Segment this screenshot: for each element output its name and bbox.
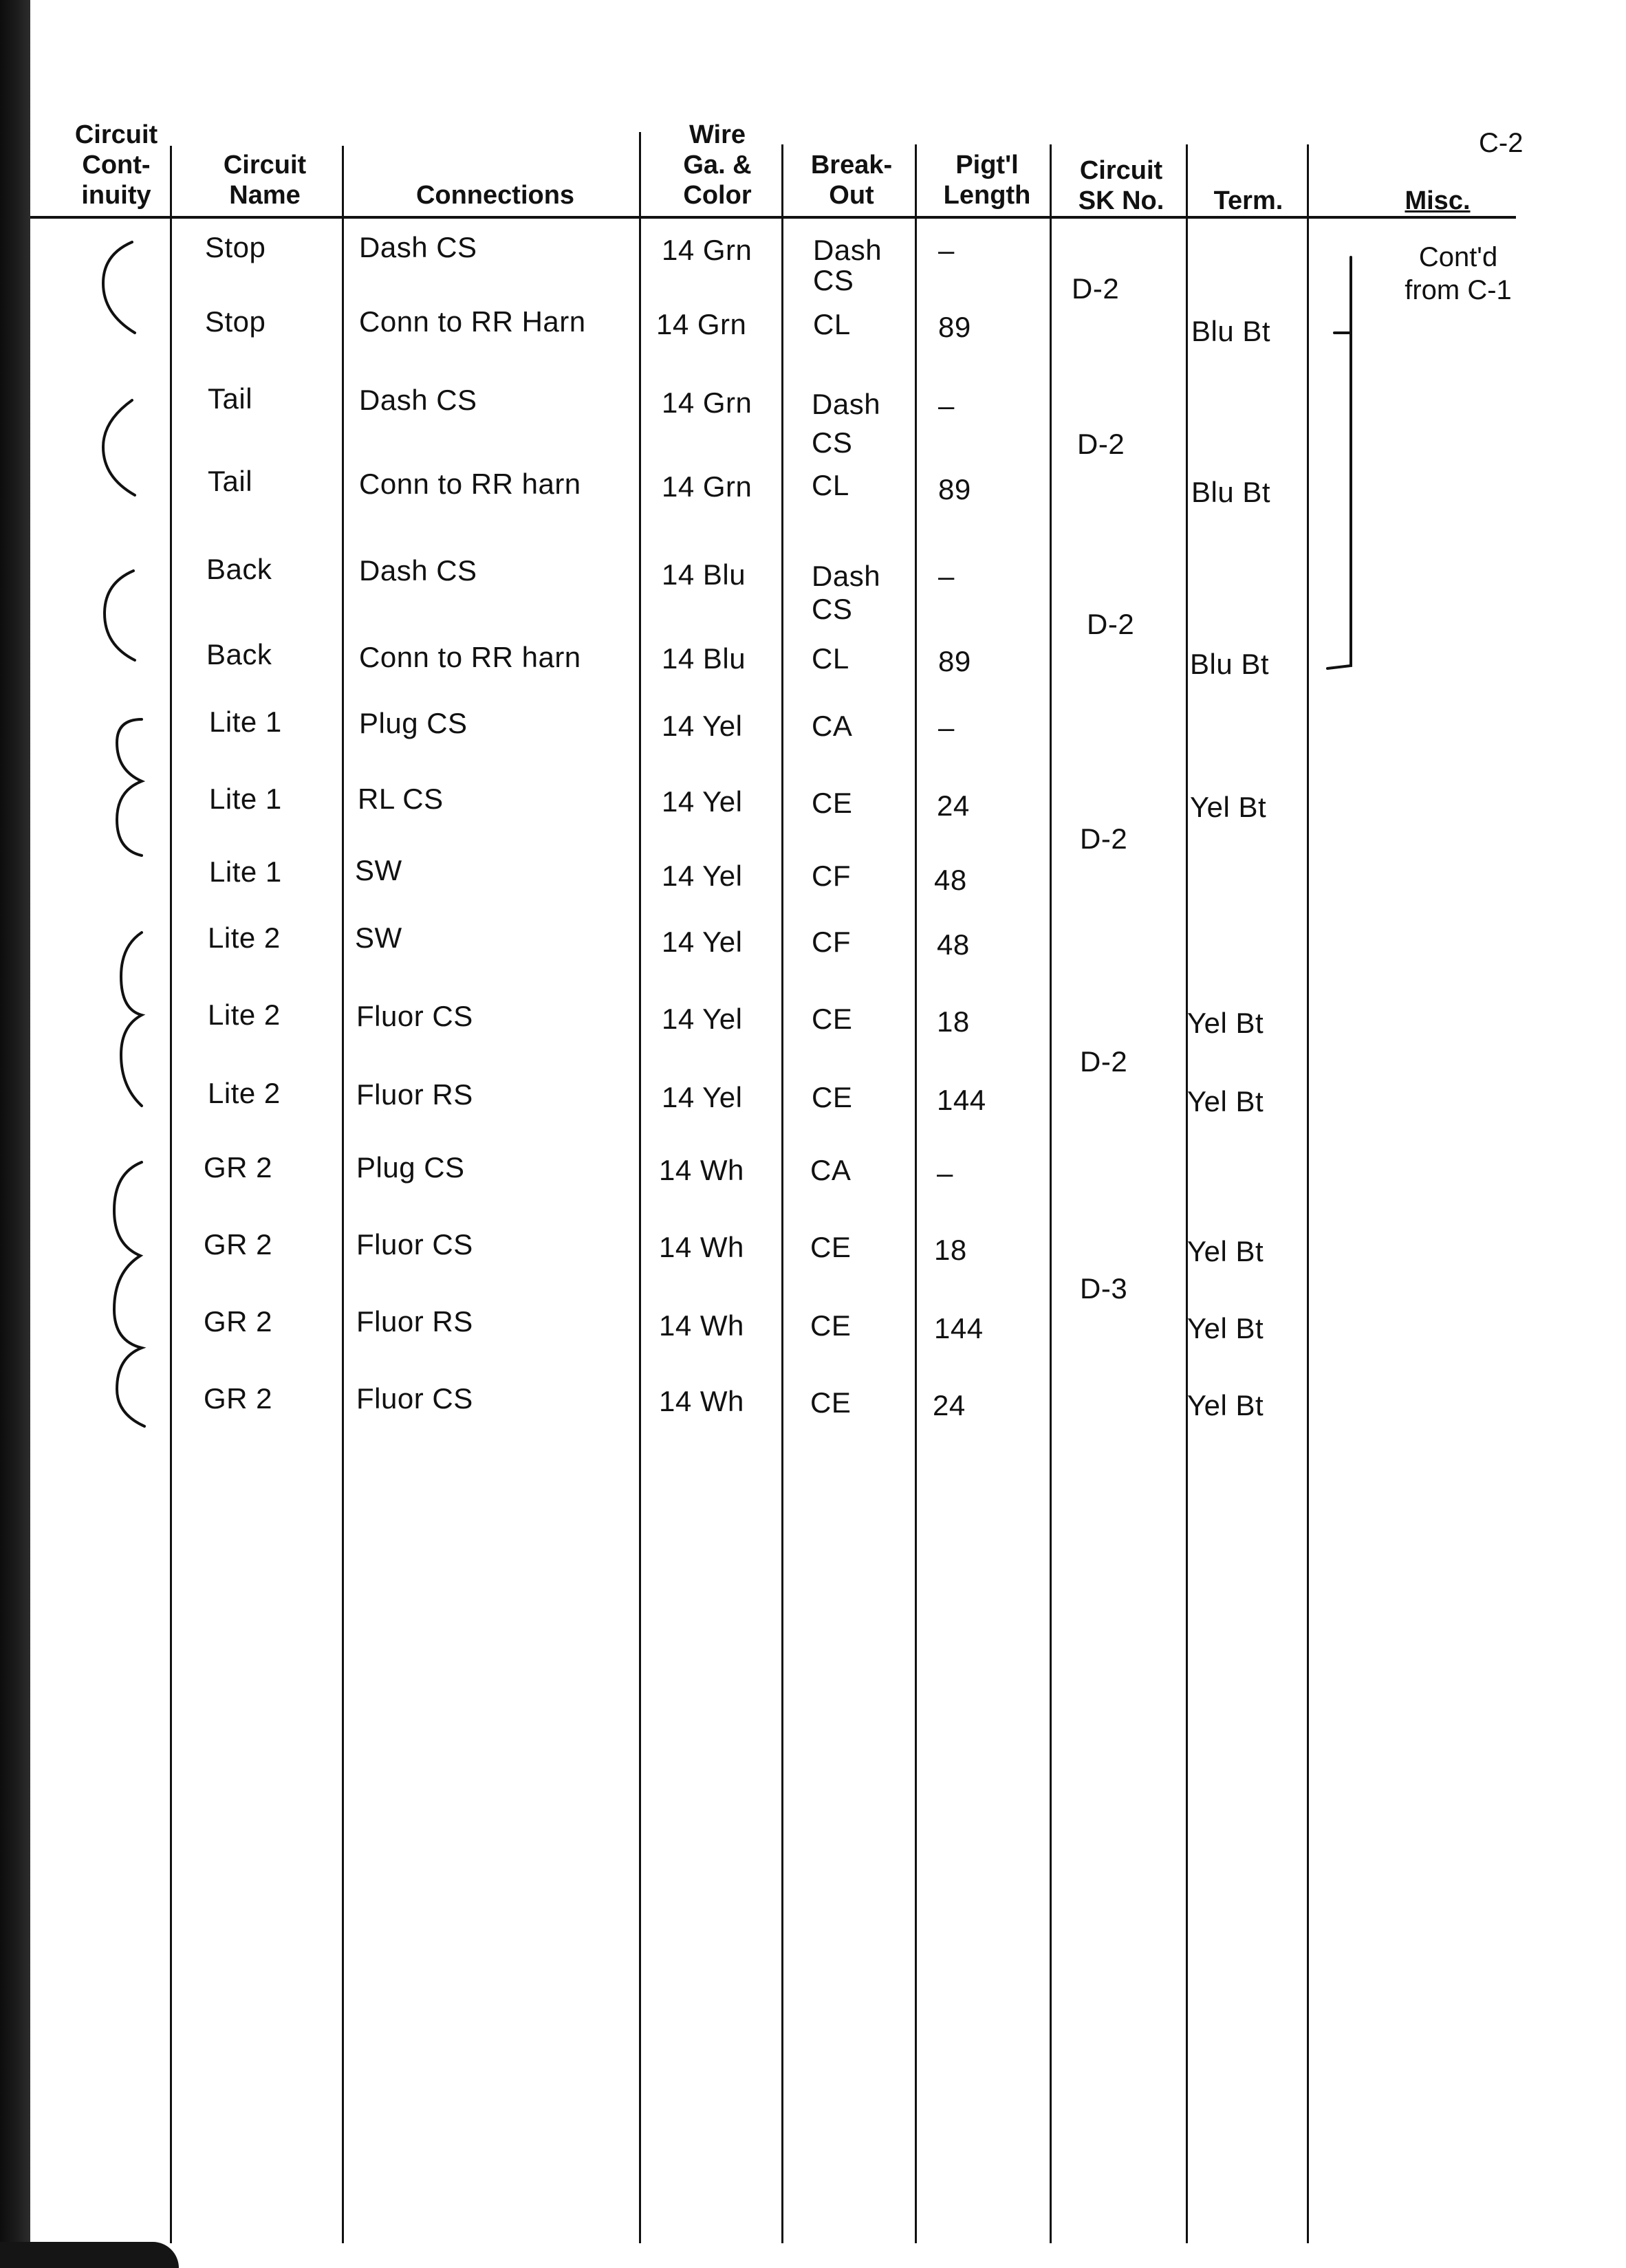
connection-cell: Dash CS <box>359 554 477 587</box>
length-cell: 48 <box>937 928 970 961</box>
breakout-cell: CL <box>813 308 851 340</box>
continuity-bracket <box>114 1162 144 1426</box>
wire-cell: 14 Yel <box>662 1081 743 1113</box>
breakout-cell: CL <box>812 642 849 675</box>
length-cell: – <box>938 389 955 422</box>
wire-cell: 14 Yel <box>662 860 743 892</box>
connection-cell: RL CS <box>358 783 444 815</box>
wire-cell: 14 Wh <box>659 1154 744 1186</box>
connection-cell: Fluor CS <box>356 1000 473 1032</box>
wire-cell: 14 Wh <box>659 1309 744 1342</box>
connection-cell: Dash CS <box>359 384 477 416</box>
wire-cell: 14 Yel <box>662 926 743 958</box>
breakout-cell: CL <box>812 469 849 501</box>
page-id: C-2 <box>1479 128 1524 158</box>
length-cell: – <box>938 560 955 592</box>
circuit-name-cell: Stop <box>205 231 266 263</box>
wire-cell: 14 Grn <box>656 308 747 340</box>
circuit-name-cell: Back <box>206 553 272 585</box>
breakout-cell: Dash <box>812 560 881 592</box>
header-circuit-name: Circuit Name <box>223 151 307 210</box>
term-bracket <box>1327 257 1351 668</box>
header-connections: Connections <box>415 181 575 210</box>
breakout-cell: Dash <box>812 388 881 420</box>
breakout-cell: CF <box>812 860 851 892</box>
term-cell: Yel Bt <box>1187 1389 1264 1421</box>
connection-cell: Fluor CS <box>356 1228 473 1261</box>
wire-cell: 14 Grn <box>662 386 752 419</box>
continuity-bracket <box>105 571 135 660</box>
wire-cell: 14 Grn <box>662 470 752 503</box>
circuit-name-cell: Lite 2 <box>208 922 281 954</box>
wire-cell: 14 Yel <box>662 1003 743 1035</box>
circuit-name-cell: Back <box>206 638 272 670</box>
header-circuit-continuity: Circuit Cont- inuity <box>74 120 158 210</box>
circuit-name-cell: Lite 1 <box>209 783 282 815</box>
length-cell: 24 <box>933 1389 966 1421</box>
term-cell: Blu Bt <box>1190 648 1270 680</box>
breakout-cell: CS <box>813 264 854 296</box>
term-cell: Yel Bt <box>1187 1085 1264 1117</box>
circuit-sk-cell: D-2 <box>1080 1045 1128 1078</box>
circuit-name-cell: Tail <box>208 465 253 497</box>
continuity-bracket <box>103 400 135 495</box>
term-cell: Yel Bt <box>1187 1312 1264 1344</box>
circuit-name-cell: GR 2 <box>204 1228 273 1261</box>
continuity-bracket <box>117 719 142 855</box>
length-cell: 144 <box>937 1084 986 1116</box>
circuit-name-cell: GR 2 <box>204 1382 273 1415</box>
connection-cell: SW <box>355 922 402 954</box>
length-cell: – <box>938 234 955 266</box>
breakout-cell: CE <box>810 1386 852 1419</box>
breakout-cell: CE <box>810 1231 852 1263</box>
header-term: Term. <box>1213 186 1283 215</box>
term-cell: Blu Bt <box>1191 476 1271 508</box>
circuit-sk-cell: D-2 <box>1087 608 1135 640</box>
breakout-cell: CE <box>810 1309 852 1342</box>
circuit-name-cell: Tail <box>208 382 253 415</box>
length-cell: – <box>937 1157 953 1189</box>
term-cell: Yel Bt <box>1190 791 1267 823</box>
breakout-cell: CA <box>810 1154 852 1186</box>
circuit-sk-cell: D-2 <box>1080 822 1128 855</box>
connection-cell: Conn to RR harn <box>359 641 581 673</box>
misc-note: Cont'd from C-1 <box>1405 242 1512 305</box>
header-circuit-sk-no: Circuit SK No. <box>1078 156 1164 215</box>
length-cell: 144 <box>934 1312 984 1344</box>
term-cell: Yel Bt <box>1187 1235 1264 1267</box>
wire-cell: 14 Yel <box>662 785 743 818</box>
connection-cell: Conn to RR harn <box>359 468 581 500</box>
continuity-bracket <box>103 242 135 333</box>
connection-cell: Plug CS <box>356 1151 465 1184</box>
breakout-cell: CE <box>812 1003 853 1035</box>
connection-cell: SW <box>355 854 402 886</box>
header-wire-gauge-color: Wire Ga. & Color <box>683 120 752 210</box>
circuit-sk-cell: D-2 <box>1072 272 1120 305</box>
connection-cell: Fluor RS <box>356 1078 473 1111</box>
circuit-name-cell: GR 2 <box>204 1305 273 1338</box>
length-cell: 18 <box>934 1234 967 1266</box>
length-cell: 89 <box>938 311 971 343</box>
breakout-cell: Dash <box>813 234 882 266</box>
connection-cell: Fluor CS <box>356 1382 473 1415</box>
breakout-cell: CE <box>812 787 853 819</box>
circuit-name-cell: Lite 1 <box>209 855 282 888</box>
length-cell: 89 <box>938 645 971 677</box>
wire-cell: 14 Blu <box>662 558 746 591</box>
wire-cell: 14 Yel <box>662 710 743 742</box>
wire-cell: 14 Blu <box>662 642 746 675</box>
header-misc: Misc. <box>1405 186 1471 215</box>
breakout-cell: CE <box>812 1081 853 1113</box>
connection-cell: Conn to RR Harn <box>359 305 586 338</box>
length-cell: 18 <box>937 1005 970 1038</box>
circuit-sk-cell: D-3 <box>1080 1272 1128 1305</box>
header-breakout: Break- Out <box>810 151 893 210</box>
breakout-cell: CA <box>812 710 853 742</box>
header-pigtail-length: Pigt'l Length <box>943 151 1031 210</box>
circuit-name-cell: Lite 2 <box>208 999 281 1031</box>
connection-cell: Fluor RS <box>356 1305 473 1338</box>
term-cell: Blu Bt <box>1191 315 1271 347</box>
connection-cell: Plug CS <box>359 707 468 739</box>
wire-cell: 14 Wh <box>659 1231 744 1263</box>
length-cell: 24 <box>937 789 970 822</box>
continuity-bracket <box>121 933 142 1106</box>
circuit-name-cell: Lite 2 <box>208 1077 281 1109</box>
wire-cell: 14 Grn <box>662 234 752 266</box>
circuit-name-cell: Stop <box>205 305 266 338</box>
wire-cell: 14 Wh <box>659 1385 744 1417</box>
breakout-cell: CF <box>812 926 851 958</box>
length-cell: – <box>938 711 955 743</box>
breakout-cell: CS <box>812 426 853 459</box>
circuit-name-cell: Lite 1 <box>209 706 282 738</box>
circuit-name-cell: GR 2 <box>204 1151 273 1184</box>
connection-cell: Dash CS <box>359 231 477 263</box>
length-cell: 89 <box>938 473 971 505</box>
term-cell: Yel Bt <box>1187 1007 1264 1039</box>
breakout-cell: CS <box>812 593 853 625</box>
length-cell: 48 <box>934 864 967 896</box>
circuit-sk-cell: D-2 <box>1077 428 1125 460</box>
